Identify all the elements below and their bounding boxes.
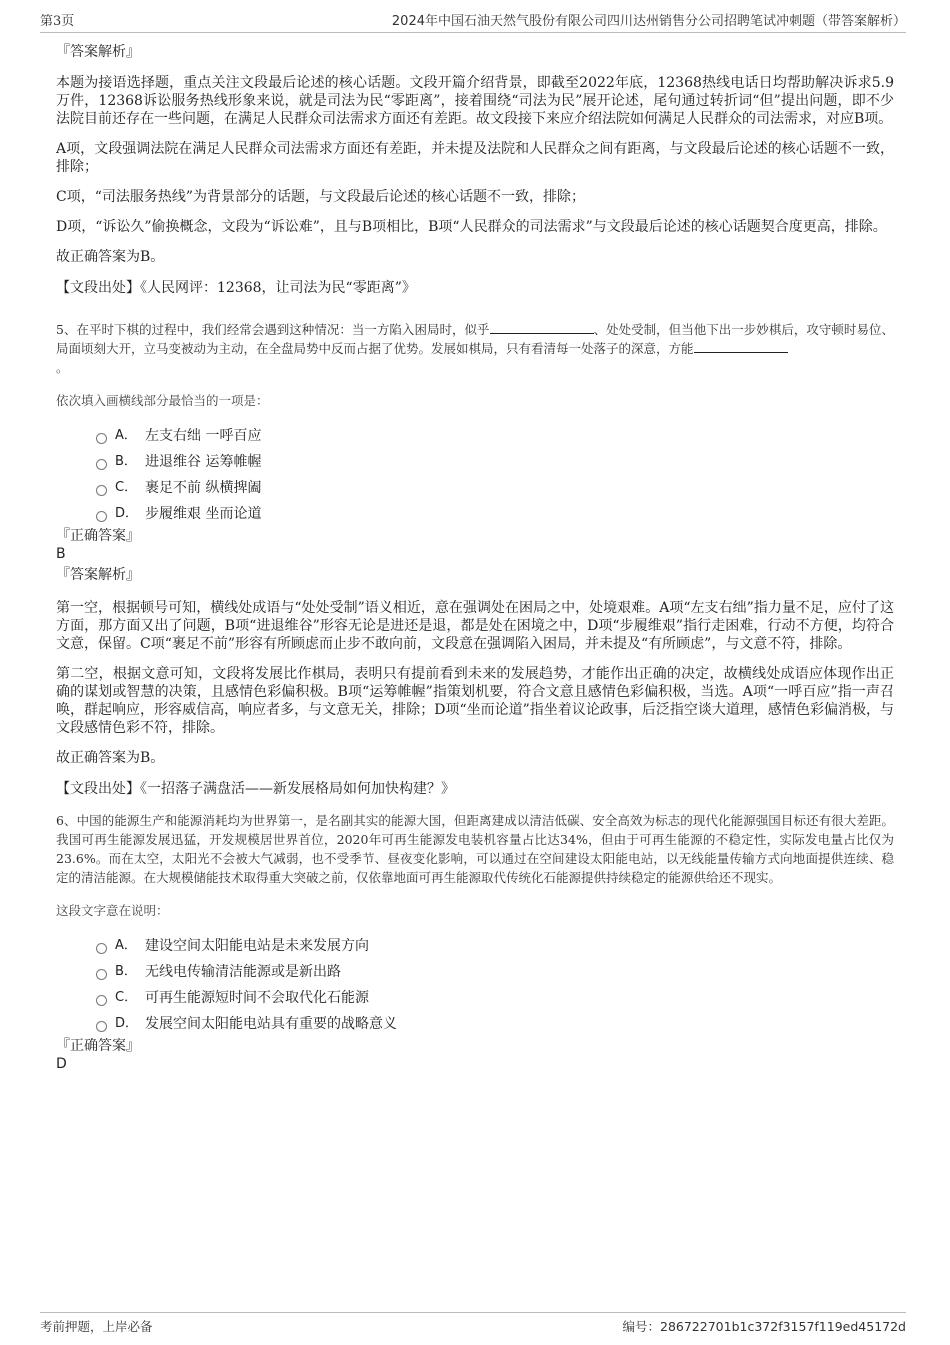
option-list [96,933,894,1037]
option-letter: B． [115,964,137,979]
question-text: 6、中国的能源生产和能源消耗均为世界第一，是名副其实的能源大国，但距离建成以清洁低碳、安全高效为标志的现代化能源强国目标还有很大差距。我国可再生能源发展迅猛，开发规模居世界首位，2020年可再生能源发电装机容量占比达34%，但由于可再生能源的不稳定性，实际发电量占比仅为23.6%。而在太空，太阳光不会被大气减弱，也不受季节、昼夜变化影响，可以通过在空间建设太阳能电站，以无线能量传输方式向地面提供连续、稳定的清洁能源。在大规模储能技术取得重大突破之前，仅依靠地面可再生能源取代传统化石能源提供持续稳定的能源供给还不现实。 [56,813,894,885]
radio-icon[interactable] [96,969,107,980]
option-c[interactable] [96,985,894,1011]
analysis-conclusion: 故正确答案为B。 [56,750,165,766]
analysis-paragraph: A项，文段强调法院在满足人民群众司法需求方面还有差距，并未提及法院和人民群众之间有距离，与文段最后论述的核心话题不一致，排除； [56,141,894,175]
answer-label: 『正确答案』 [56,1038,140,1054]
option-a[interactable] [96,423,894,449]
analysis-paragraph: C项，“司法服务热线”为背景部分的话题，与文段最后论述的核心话题不一致，排除； [56,189,586,205]
question-prompt: 这段文字意在说明： [56,903,169,918]
analysis-label: 『答案解析』 [56,44,140,60]
option-b[interactable] [96,449,894,475]
option-text: 可再生能源短时间不会取代化石能源 [145,990,369,1006]
analysis-conclusion: 故正确答案为B。 [56,249,165,265]
answer-label: 『正确答案』 [56,528,140,544]
radio-icon[interactable] [96,459,107,470]
option-c[interactable] [96,475,894,501]
source-citation: 【文段出处】《人民网评：12368，让司法为民“零距离”》 [56,280,416,296]
analysis-paragraph: 第二空，根据文意可知，文段将发展比作棋局，表明只有提前看到未来的发展趋势，才能作出正确的决定，故横线处成语应体现作出正确的谋划或智慧的决策，且感情色彩偏积极。B项“运筹帷幄”指策划机要，符合文意且感情色彩偏积极，当选。A项“一呼百应”指一声召唤，群起响应，形容威信高，响应者多，与文意无关，排除；D项“坐而论道”指坐着议论政事，后泛指空谈大道理，感情色彩偏消极，与文段感情色彩不符，排除。 [56,666,894,736]
code-value: 286722701b1c372f3157f119ed45172d [660,1319,906,1334]
radio-icon[interactable] [96,1021,107,1032]
option-letter: C． [115,990,138,1005]
page-header [40,10,906,33]
document-title: 2024年中国石油天然气股份有限公司四川达州销售分公司招聘笔试冲刺题（带答案解析） [391,14,906,29]
option-text: 裹足不前 纵横捭阖 [145,480,262,496]
option-letter: B． [115,454,137,469]
option-letter: C． [115,480,138,495]
option-letter: A． [115,428,137,443]
option-text: 发展空间太阳能电站具有重要的战略意义 [145,1016,397,1032]
answer-value: B [56,546,66,562]
question-5 [56,320,894,799]
question-text-part: 。 [56,360,69,375]
option-letter: D． [115,506,139,521]
question-text-part: 5、在平时下棋的过程中，我们经常会遇到这种情况：当一方陷入困局时，似乎 [56,322,490,337]
option-text: 步履维艰 坐而论道 [145,506,262,522]
radio-icon[interactable] [96,511,107,522]
option-b[interactable] [96,959,894,985]
code-label: 编号： [622,1319,660,1334]
question-prompt: 依次填入画横线部分最恰当的一项是： [56,393,269,408]
analysis-label: 『答案解析』 [56,567,140,583]
radio-icon[interactable] [96,943,107,954]
option-text: 建设空间太阳能电站是未来发展方向 [145,938,369,954]
footer-slogan: 考前押题，上岸必备 [40,1319,153,1334]
answer-value: D [56,1056,67,1072]
page-number: 第3页 [40,14,75,29]
analysis-paragraph: 本题为接语选择题，重点关注文段最后论述的核心话题。文段开篇介绍背景，即截至2022年底，12368热线电话日均帮助解决诉求5.9万件，12368诉讼服务热线形象来说，就是司法为民“零距离”，接着围绕“司法为民”展开论述，尾句通过转折词“但”提出问题，即不少法院目前还存在一些问题，在满足人民群众司法需求方面还有差距。故文段接下来应介绍法院如何满足人民群众的司法需求，对应B项。 [56,75,894,127]
option-d[interactable] [96,1011,894,1037]
option-list [96,423,894,527]
radio-icon[interactable] [96,485,107,496]
analysis-paragraph: D项，“诉讼久”偷换概念，文段为“诉讼难”，且与B项相比，B项“人民群众的司法需求”与文段最后论述的核心话题契合度更高，排除。 [56,219,887,235]
radio-icon[interactable] [96,995,107,1006]
question-6 [56,811,894,1073]
fill-blank [694,340,788,353]
option-text: 无线电传输清洁能源或是新出路 [145,964,341,980]
option-a[interactable] [96,933,894,959]
document-code [622,1317,906,1335]
option-d[interactable] [96,501,894,527]
radio-icon[interactable] [96,433,107,444]
source-citation: 【文段出处】《一招落子满盘活——新发展格局如何加快构建？》 [56,781,455,797]
page-footer [40,1312,906,1335]
fill-blank [490,321,594,334]
option-letter: D． [115,1016,139,1031]
option-text: 左支右绌 一呼百应 [145,428,262,444]
option-letter: A． [115,938,137,953]
option-text: 进退维谷 运筹帷幄 [145,454,262,470]
analysis-paragraph: 第一空，根据顿号可知，横线处成语与“处处受制”语义相近，意在强调处在困局之中，处境艰难。A项“左支右绌”指力量不足，应付了这方面，那方面又出了问题，B项“进退维谷”形容无论是进还是退，都是处在困境之中，D项“步履维艰”指行走困难，行动不方便，均符合文意，保留。C项“裹足不前”形容有所顾虑而止步不敢向前，文段意在强调陷入困局，并未提及“有所顾虑”，与文意不符，排除。 [56,600,894,652]
question-text-part: 、处处受制，但当他下出一步妙棋后，攻守顿时易位、局面顷刻大开，立马变被动为主动，在全盘局势中反而占据了优势。发展如棋局，只有看清每一处落子的深意，方能 [56,322,894,356]
q4-analysis [56,42,894,298]
page-content [56,42,894,1075]
question-text [56,320,894,377]
